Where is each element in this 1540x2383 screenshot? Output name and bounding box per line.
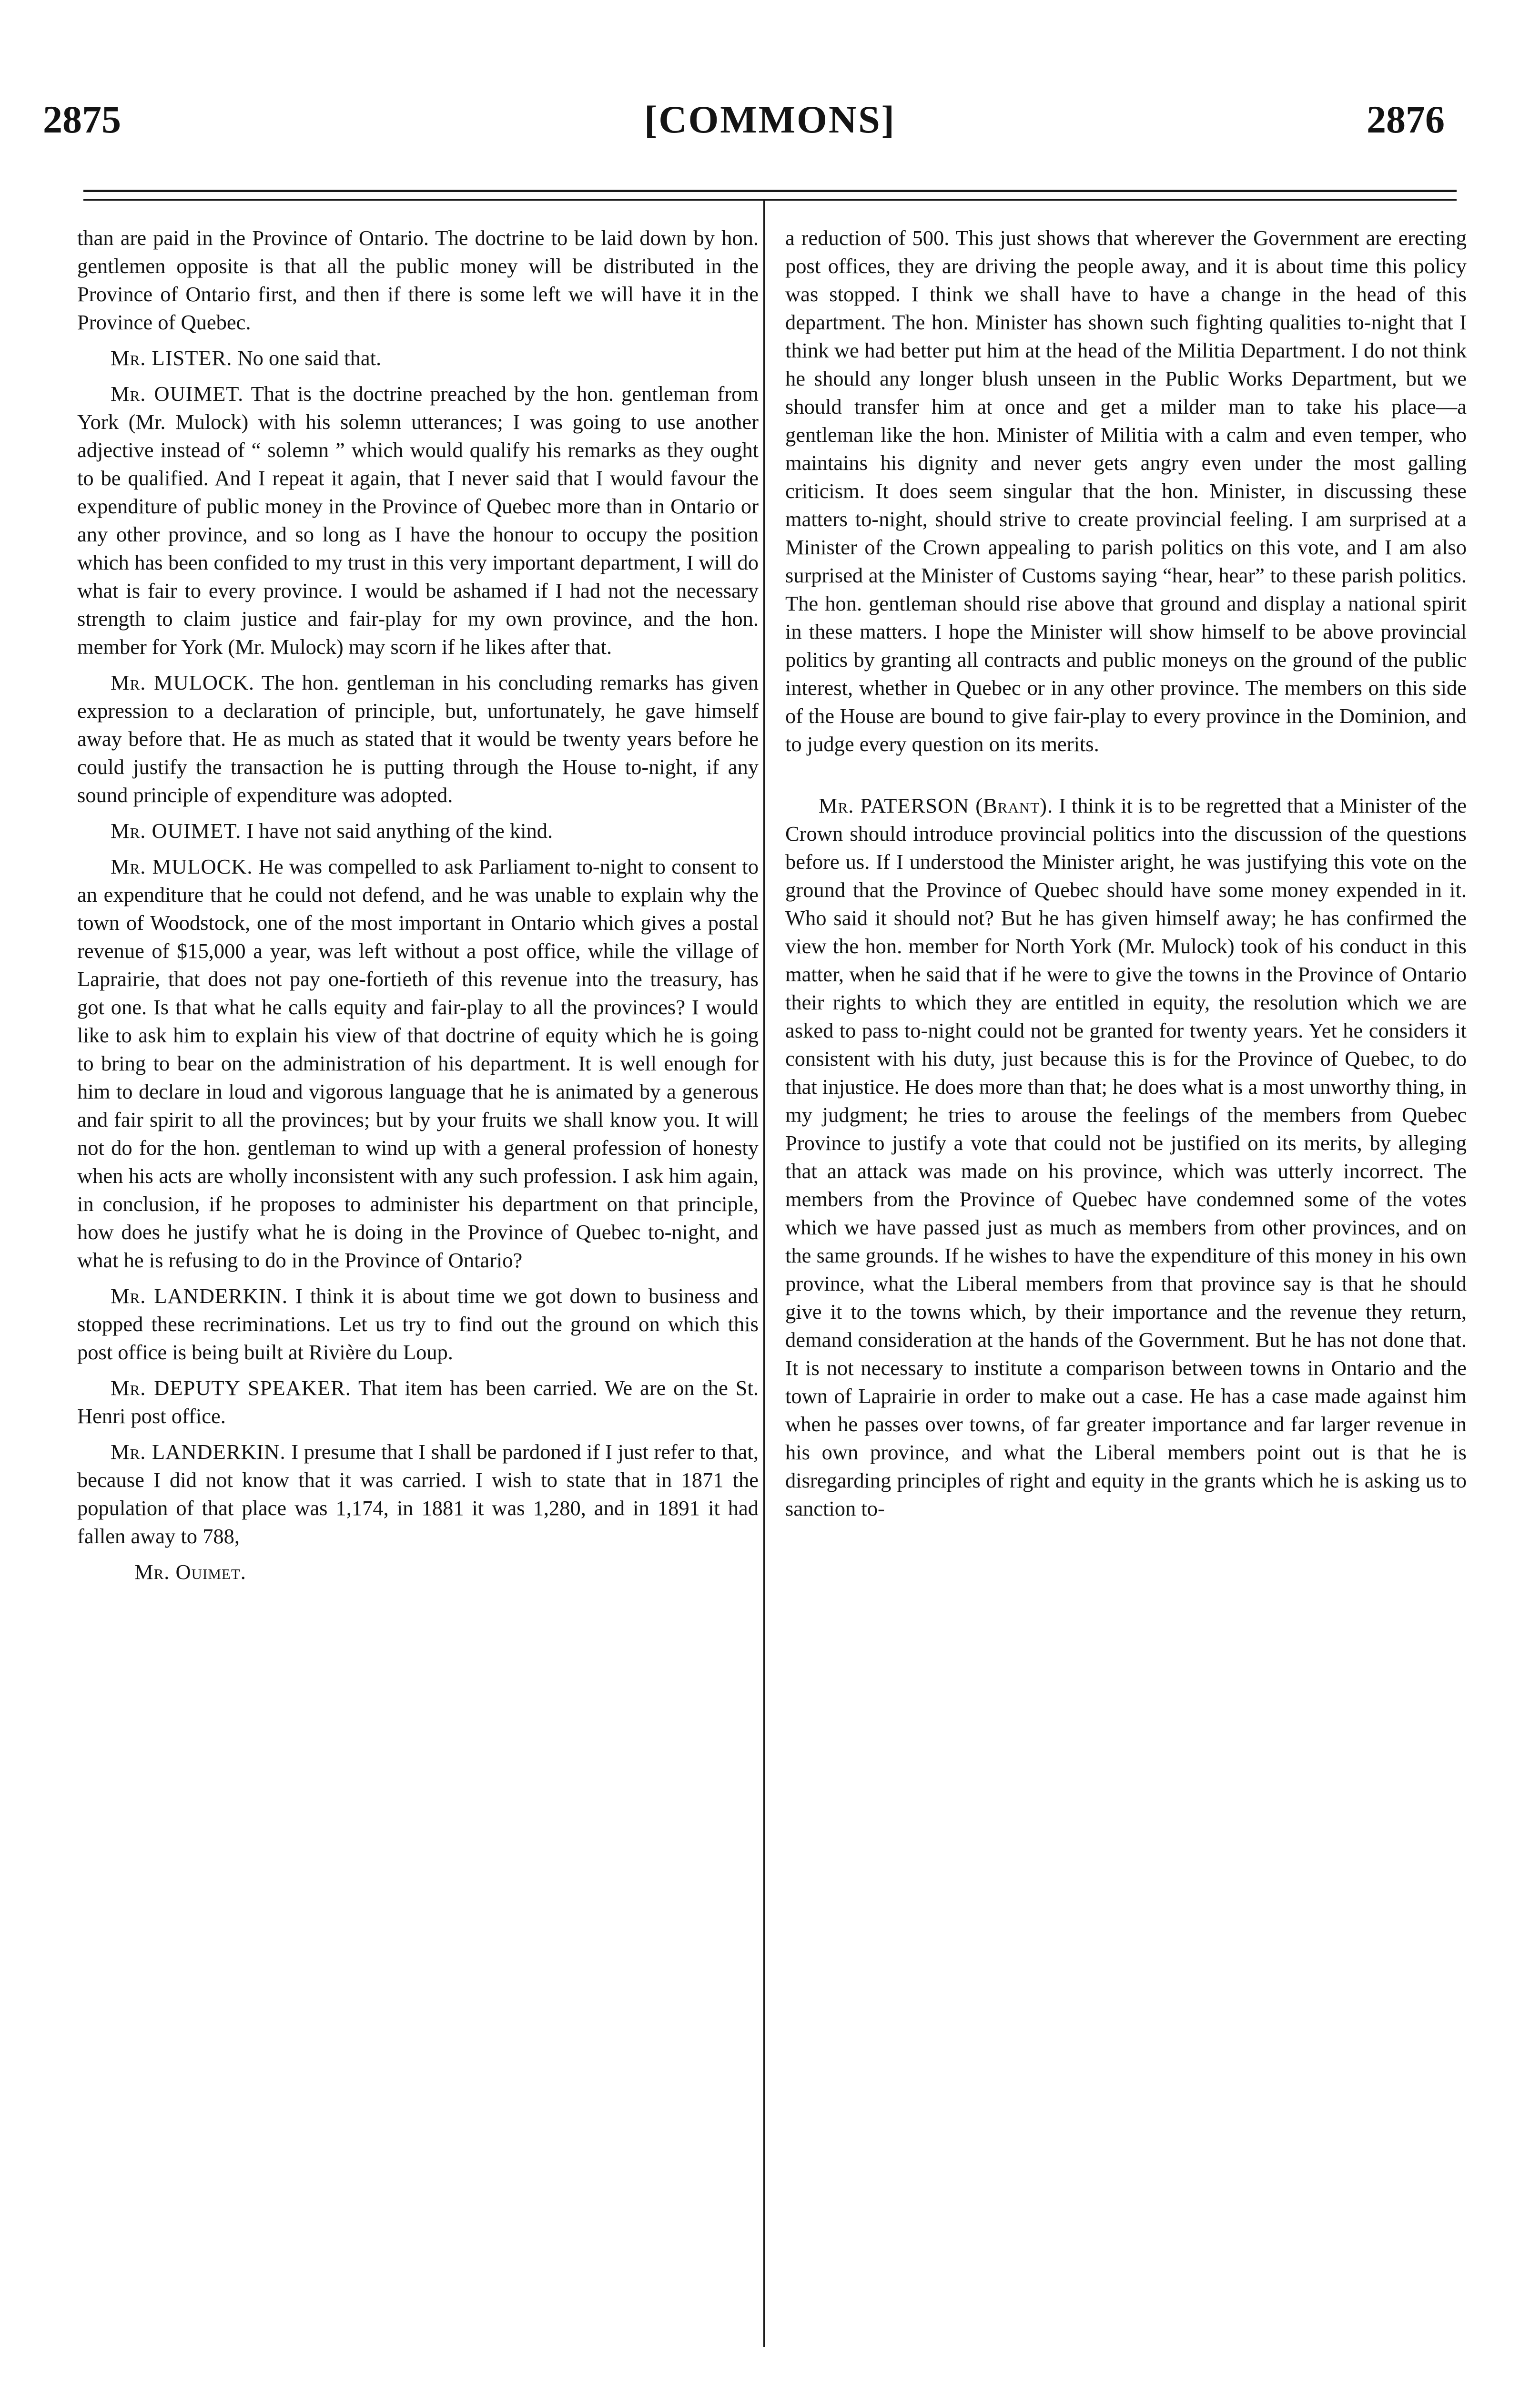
paragraph bbox=[77, 224, 759, 336]
speaker-name: Mr. LANDERKIN. bbox=[111, 1440, 286, 1464]
speech-text: I presume that I shall be pardoned if I just refer to that, because I did not know that it was carried. I wish to state that in 1871 the population of that place was 1,174, in 1881 it was 1,280, and in 1891 it had fallen away to 788, bbox=[77, 1440, 759, 1548]
paragraph-text: a reduction of 500. This just shows that wherever the Government are erecting post offices, they are driving the people away, and it is about time this policy was stopped. I think we shall have to have a change in the head of this department. The hon. Minister has shown such fighting qualities to-night that I think we had better put him at the head of the Militia Department. I do not think he should any longer blush unseen in the Public Works Department, but we should transfer him at once and get a milder man to take his place—a gentleman like the hon. Minister of Militia with a calm and even temper, who maintains his dignity and never gets angry even under the most galling criticism. It does seem singular that the hon. Minister, in discussing these matters to-night, should strive to create provincial feeling. I am surprised at a Minister of the Crown appealing to parish politics on this vote, and I am also surprised at the Minister of Customs saying “hear, hear” to these parish politics. The hon. gentleman should rise above that ground and display a national spirit in these matters. I hope the Minister will show himself to be above provincial politics by granting all contracts and public moneys on the ground of the public interest, whether in Quebec or in any other province. The members on this side of the House are bound to give fair-play to every province in the Dominion, and to judge every question on its merits. bbox=[785, 226, 1467, 756]
paragraph bbox=[785, 224, 1467, 758]
speaker-name: Mr. MULOCK. bbox=[111, 855, 253, 878]
speech bbox=[77, 380, 759, 661]
running-header: [COMMONS] bbox=[644, 98, 896, 141]
speech bbox=[77, 1374, 759, 1430]
speech-text: That is the doctrine preached by the hon. gentleman from York (Mr. Mulock) with his solemn utterances; I was going to use another adjective instead of “ solemn ” which would qualify his remarks as they ought to be qualified. And I repeat it again, that I never said that I would favour the expenditure of public money in the Province of Quebec more than in Ontario or any other province, and so long as I have the honour to occupy the position which has been confided to my trust in this very important department, I will do what is fair to every province. I would be ashamed if I had not the necessary strength to claim justice and fair-play for my own province, and the hon. member for York (Mr. Mulock) may scorn if he likes after that. bbox=[77, 382, 759, 659]
speaker-name: Mr. LANDERKIN. bbox=[111, 1284, 288, 1308]
left-column bbox=[77, 224, 759, 1594]
speech-text: I have not said anything of the kind. bbox=[246, 819, 553, 843]
speaker-name: Mr. OUIMET. bbox=[111, 382, 244, 406]
speech bbox=[77, 1282, 759, 1366]
speaker-name: Mr. LISTER. bbox=[111, 346, 233, 370]
speech bbox=[785, 792, 1467, 1523]
speaker-name: Mr. OUIMET. bbox=[111, 819, 242, 843]
speech bbox=[77, 344, 759, 372]
speaker-name: Mr. PATERSON (Brant). bbox=[819, 794, 1054, 817]
column-divider bbox=[763, 200, 765, 2347]
speech-text: He was compelled to ask Parliament to-night to consent to an expenditure that he could not defend, and he was unable to explain why the town of Woodstock, one of the most important in Ontario which gives a postal revenue of $15,000 a year, was left without a post office, while the village of Laprairie, that does not pay one-fortieth of this revenue into the treasury, has got one. Is that what he calls equity and fair-play to all the provinces? I would like to ask him to explain his view of that doctrine of equity which he is going to bring to bear on the administration of his department. It is well enough for him to declare in loud and vigorous language that he is animated by a generous and fair spirit to all the provinces; but by your fruits we shall know you. It will not do for the hon. gentleman to wind up with a general profession of honesty when his acts are wholly inconsistent with any such profession. I ask him again, in conclusion, if he proposes to administer his department on that principle, how does he justify what he is doing in the Province of Quebec to-night, and what he is refusing to do in the Province of Ontario? bbox=[77, 855, 759, 1272]
header-rule-thin bbox=[83, 199, 1457, 201]
speech bbox=[77, 1438, 759, 1550]
speech-text: I think it is to be regretted that a Minister of the Crown should introduce provincial politics into the discussion of the questions before us. If I understood the Minister aright, he was justifying this vote on the ground that the Province of Quebec should have some money expended in it. Who said it should not? But he has given himself away; he has confirmed the view the hon. member for North York (Mr. Mulock) took of his conduct in this matter, when he said that if he were to give the towns in the Province of Ontario their rights to which they are entitled in equity, the resolution which we are asked to pass to-night could not be granted for twenty years. Yet he considers it consistent with his duty, just because this is for the Province of Quebec, to do that injustice. He does more than that; he does what is a most unworthy thing, in my judgment; he tries to arouse the feelings of the members from Quebec Province to justify a vote that could not be justified on its merits, by alleging that an attack was made on his province, which was utterly incorrect. The members from the Province of Quebec have condemned some of the votes which we have passed just as much as members from other provinces, and on the same grounds. If he wishes to have the expenditure of this money in his own province, what the Liberal members from that province say is that he should give it to the towns which, by their importance and the revenue they return, demand consideration at the hands of the Government. But he has not done that. It is not necessary to institute a comparison between towns in Ontario and the town of Laprairie in order to make out a case. He has a case made against him when he passes over towns, of far greater importance and far larger revenue in his own province, and what the Liberal members point out is that he is disregarding principles of right and equity in the grants which he is asking us to sanction to- bbox=[785, 794, 1467, 1520]
speech-text: The hon. gentleman in his concluding remarks has given expression to a declaration of principle, but, unfortunately, he gave himself away before that. He as much as stated that it would be twenty years before he could justify the transaction he is putting through the House to-night, if any sound principle of expenditure was adopted. bbox=[77, 671, 759, 807]
speech bbox=[77, 853, 759, 1274]
right-column bbox=[785, 224, 1467, 1530]
page-number-right: 2876 bbox=[1367, 98, 1445, 141]
speech-text: That item has been carried. We are on the St. Henri post office. bbox=[77, 1376, 759, 1428]
speech-text: I think it is about time we got down to business and stopped these recriminations. Let us try to find out the ground on which this post office is being built at Rivière du Loup. bbox=[77, 1284, 759, 1364]
header-rule bbox=[83, 190, 1457, 192]
speech bbox=[77, 669, 759, 809]
speaker-name: Mr. DEPUTY SPEAKER. bbox=[111, 1376, 351, 1400]
speech-text: No one said that. bbox=[237, 346, 382, 370]
speaker-name: Mr. MULOCK. bbox=[111, 671, 254, 694]
marginal-note: Mr. Ouimet. bbox=[134, 1560, 246, 1584]
page-number-left: 2875 bbox=[43, 98, 121, 141]
speech bbox=[77, 817, 759, 845]
paragraph-text: than are paid in the Province of Ontario. The doctrine to be laid down by hon. gentlemen opposite is that all the public money will be distributed in the Province of Ontario first, and then if there is some left we will have it in the Province of Quebec. bbox=[77, 226, 759, 334]
